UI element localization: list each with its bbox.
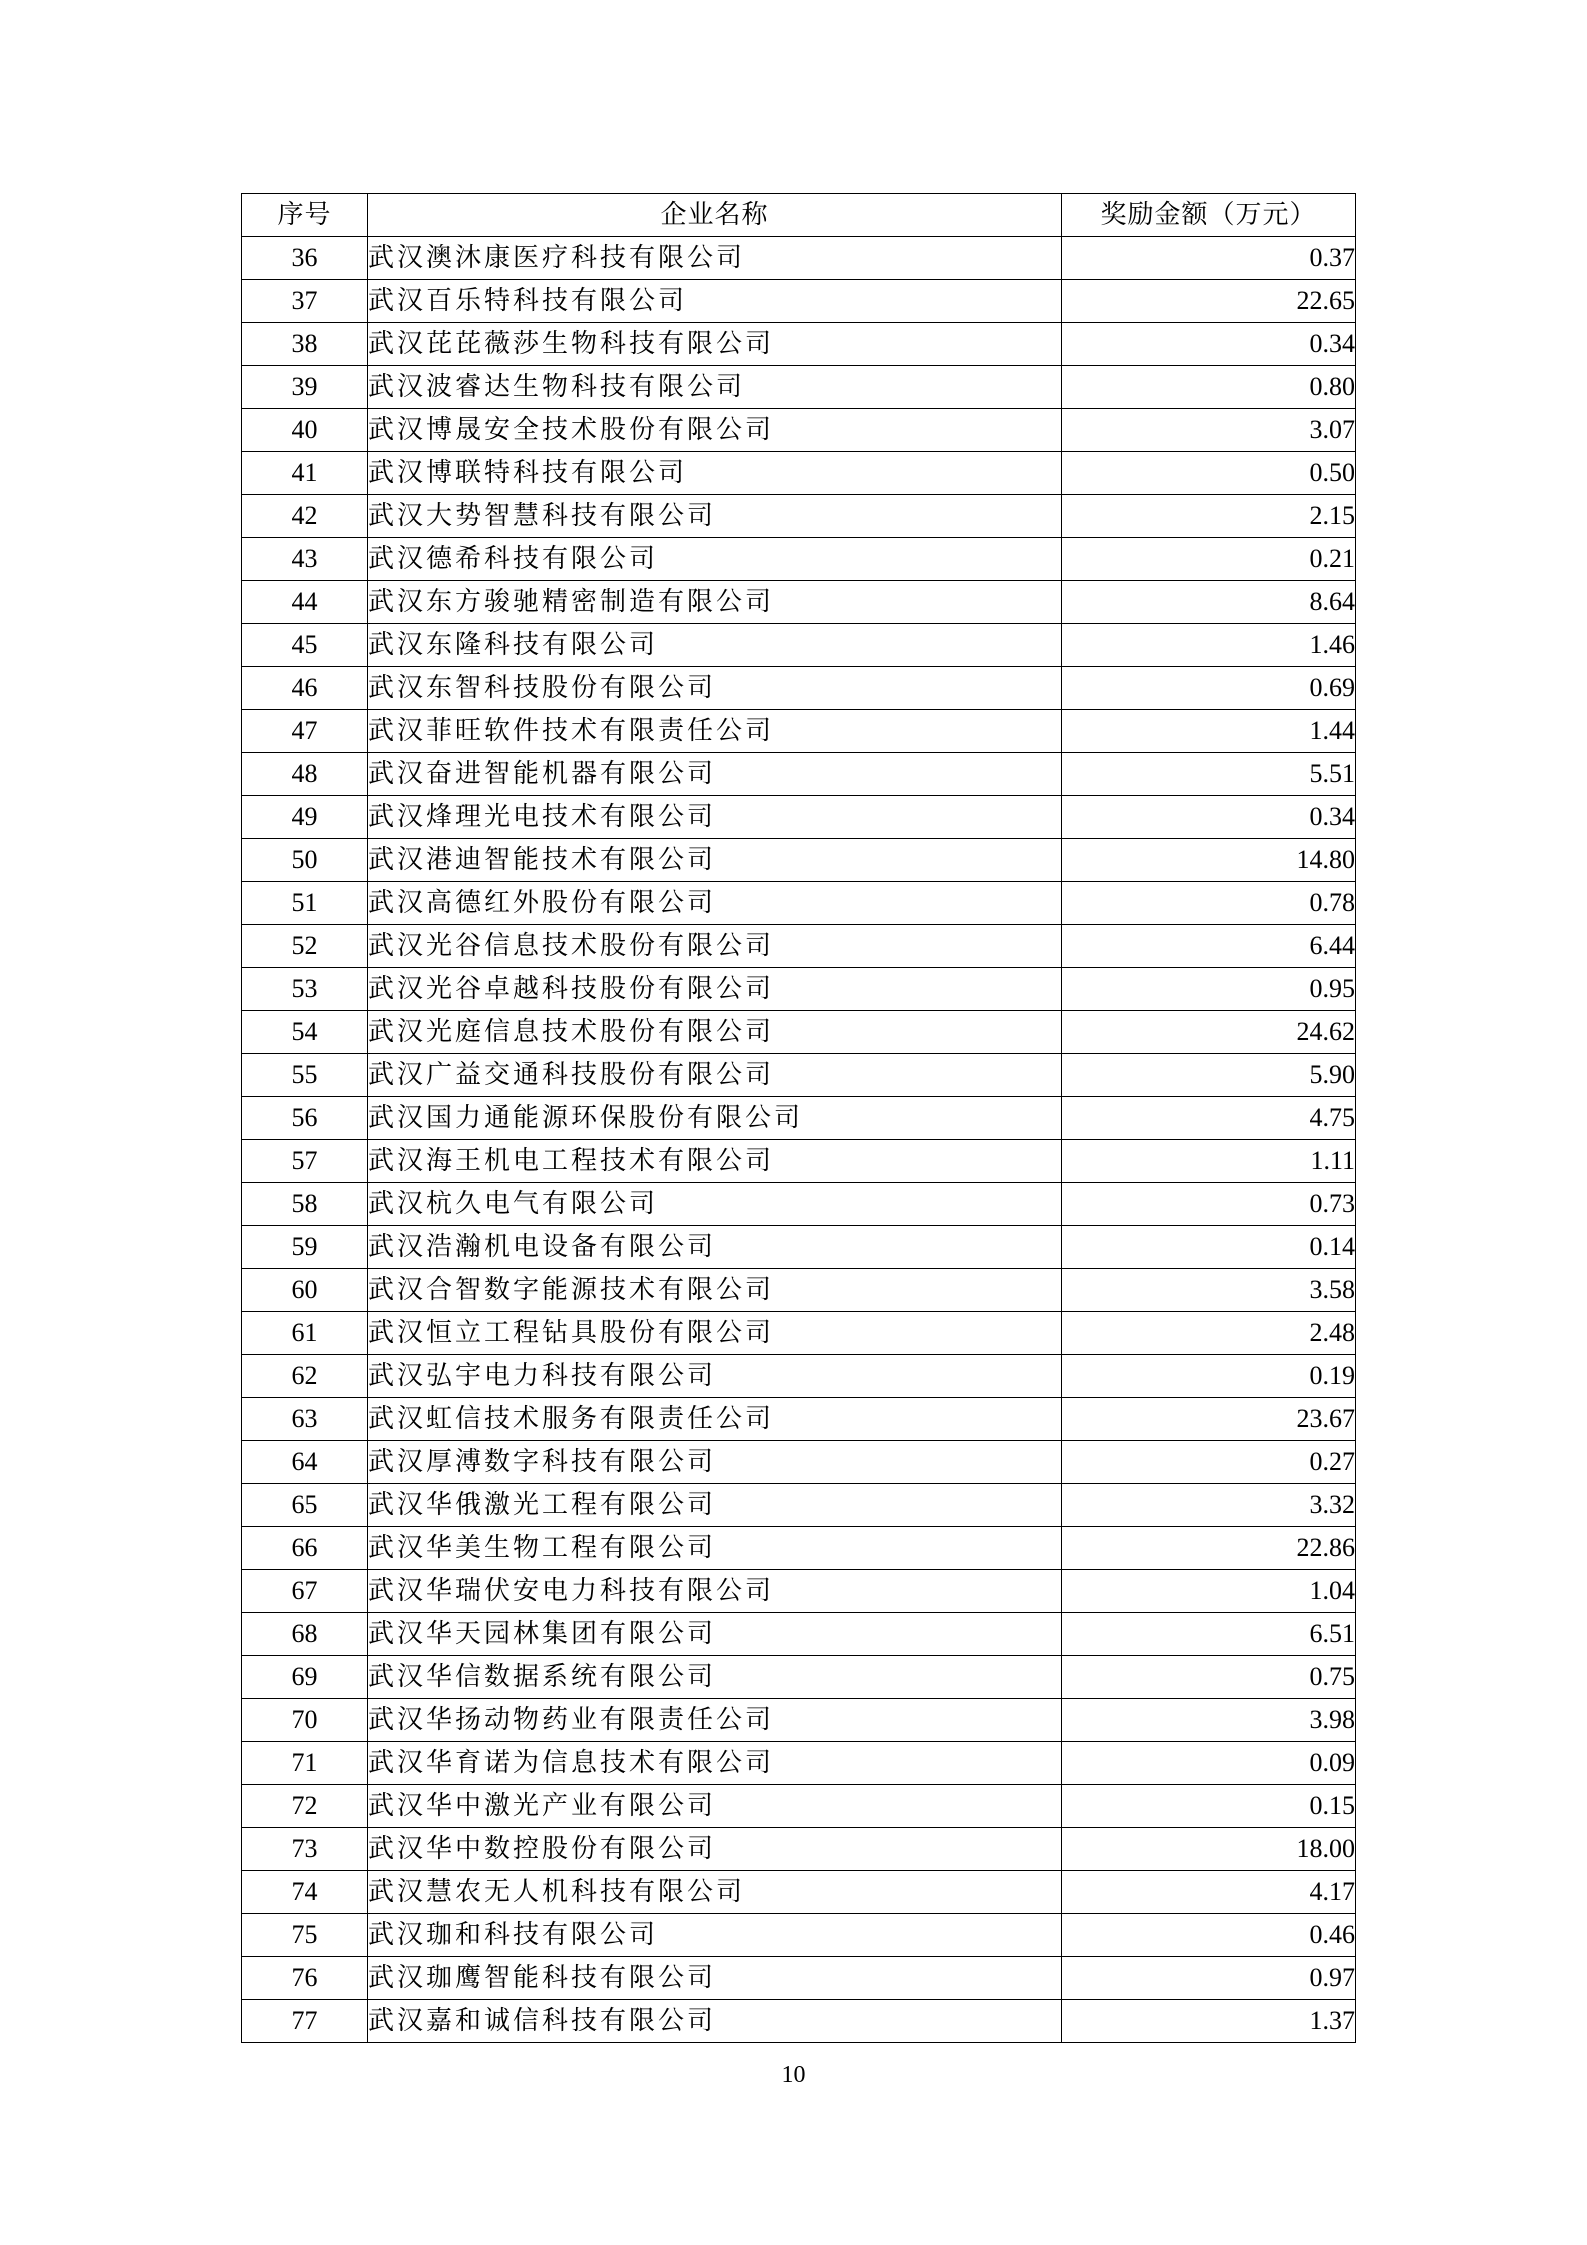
company-name-cell: 武汉嘉和诚信科技有限公司: [368, 2000, 1062, 2043]
serial-number-cell: 46: [242, 667, 368, 710]
header-serial-number: 序号: [242, 194, 368, 237]
serial-number-cell: 49: [242, 796, 368, 839]
serial-number-cell: 47: [242, 710, 368, 753]
award-amount-cell: 0.75: [1062, 1656, 1356, 1699]
award-amount-cell: 23.67: [1062, 1398, 1356, 1441]
award-amount-cell: 0.50: [1062, 452, 1356, 495]
serial-number-cell: 37: [242, 280, 368, 323]
company-name-cell: 武汉珈和科技有限公司: [368, 1914, 1062, 1957]
serial-number-cell: 64: [242, 1441, 368, 1484]
award-amount-cell: 3.58: [1062, 1269, 1356, 1312]
company-name-cell: 武汉恒立工程钻具股份有限公司: [368, 1312, 1062, 1355]
company-name-cell: 武汉光谷卓越科技股份有限公司: [368, 968, 1062, 1011]
company-name-cell: 武汉广益交通科技股份有限公司: [368, 1054, 1062, 1097]
award-amount-cell: 6.44: [1062, 925, 1356, 968]
serial-number-cell: 43: [242, 538, 368, 581]
award-amount-cell: 0.14: [1062, 1226, 1356, 1269]
serial-number-cell: 55: [242, 1054, 368, 1097]
serial-number-cell: 42: [242, 495, 368, 538]
award-amount-cell: 2.48: [1062, 1312, 1356, 1355]
table-row: [242, 968, 1356, 1011]
company-name-cell: 武汉港迪智能技术有限公司: [368, 839, 1062, 882]
serial-number-cell: 38: [242, 323, 368, 366]
table-row: [242, 1011, 1356, 1054]
serial-number-cell: 54: [242, 1011, 368, 1054]
header-company-name: 企业名称: [368, 194, 1062, 237]
award-amount-cell: 3.32: [1062, 1484, 1356, 1527]
table-row: [242, 280, 1356, 323]
table-row: [242, 452, 1356, 495]
serial-number-cell: 57: [242, 1140, 368, 1183]
award-amount-cell: 0.95: [1062, 968, 1356, 1011]
table-row: [242, 581, 1356, 624]
award-amount-cell: 6.51: [1062, 1613, 1356, 1656]
serial-number-cell: 71: [242, 1742, 368, 1785]
serial-number-cell: 45: [242, 624, 368, 667]
company-name-cell: 武汉烽理光电技术有限公司: [368, 796, 1062, 839]
company-name-cell: 武汉东智科技股份有限公司: [368, 667, 1062, 710]
award-amount-cell: 1.46: [1062, 624, 1356, 667]
award-amount-cell: 24.62: [1062, 1011, 1356, 1054]
table-row: [242, 2000, 1356, 2043]
table-row: [242, 1269, 1356, 1312]
company-name-cell: 武汉东隆科技有限公司: [368, 624, 1062, 667]
company-name-cell: 武汉国力通能源环保股份有限公司: [368, 1097, 1062, 1140]
table-row: [242, 1699, 1356, 1742]
company-name-cell: 武汉光庭信息技术股份有限公司: [368, 1011, 1062, 1054]
award-amount-cell: 0.46: [1062, 1914, 1356, 1957]
award-amount-cell: 22.86: [1062, 1527, 1356, 1570]
table-row: [242, 1355, 1356, 1398]
company-name-cell: 武汉东方骏驰精密制造有限公司: [368, 581, 1062, 624]
award-amount-cell: 18.00: [1062, 1828, 1356, 1871]
serial-number-cell: 68: [242, 1613, 368, 1656]
table-row: [242, 710, 1356, 753]
table-body: [242, 237, 1356, 2043]
award-amount-cell: 0.34: [1062, 796, 1356, 839]
table-row: [242, 366, 1356, 409]
company-name-cell: 武汉华瑞伏安电力科技有限公司: [368, 1570, 1062, 1613]
company-name-cell: 武汉浩瀚机电设备有限公司: [368, 1226, 1062, 1269]
award-amount-cell: 0.27: [1062, 1441, 1356, 1484]
award-amount-cell: 0.37: [1062, 237, 1356, 280]
company-name-cell: 武汉芘芘薇莎生物科技有限公司: [368, 323, 1062, 366]
table-row: [242, 1183, 1356, 1226]
table-row: [242, 1570, 1356, 1613]
company-name-cell: 武汉慧农无人机科技有限公司: [368, 1871, 1062, 1914]
serial-number-cell: 63: [242, 1398, 368, 1441]
table-row: [242, 237, 1356, 280]
award-amount-cell: 1.11: [1062, 1140, 1356, 1183]
award-amount-cell: 0.19: [1062, 1355, 1356, 1398]
company-name-cell: 武汉百乐特科技有限公司: [368, 280, 1062, 323]
company-name-cell: 武汉海王机电工程技术有限公司: [368, 1140, 1062, 1183]
serial-number-cell: 75: [242, 1914, 368, 1957]
table-row: [242, 1097, 1356, 1140]
table-row: [242, 1785, 1356, 1828]
table-row: [242, 1527, 1356, 1570]
award-amount-cell: 3.07: [1062, 409, 1356, 452]
award-amount-cell: 1.04: [1062, 1570, 1356, 1613]
serial-number-cell: 72: [242, 1785, 368, 1828]
company-name-cell: 武汉波睿达生物科技有限公司: [368, 366, 1062, 409]
award-amount-cell: 4.75: [1062, 1097, 1356, 1140]
award-amount-cell: 4.17: [1062, 1871, 1356, 1914]
table-row: [242, 624, 1356, 667]
table-row: [242, 495, 1356, 538]
company-name-cell: 武汉虹信技术服务有限责任公司: [368, 1398, 1062, 1441]
company-name-cell: 武汉华俄激光工程有限公司: [368, 1484, 1062, 1527]
table-row: [242, 1226, 1356, 1269]
serial-number-cell: 73: [242, 1828, 368, 1871]
serial-number-cell: 60: [242, 1269, 368, 1312]
serial-number-cell: 41: [242, 452, 368, 495]
company-name-cell: 武汉华天园林集团有限公司: [368, 1613, 1062, 1656]
company-name-cell: 武汉博晟安全技术股份有限公司: [368, 409, 1062, 452]
serial-number-cell: 44: [242, 581, 368, 624]
award-amount-cell: 1.37: [1062, 2000, 1356, 2043]
company-name-cell: 武汉奋进智能机器有限公司: [368, 753, 1062, 796]
serial-number-cell: 69: [242, 1656, 368, 1699]
award-amount-cell: 8.64: [1062, 581, 1356, 624]
serial-number-cell: 66: [242, 1527, 368, 1570]
serial-number-cell: 61: [242, 1312, 368, 1355]
serial-number-cell: 53: [242, 968, 368, 1011]
table-row: [242, 839, 1356, 882]
serial-number-cell: 56: [242, 1097, 368, 1140]
company-name-cell: 武汉华中激光产业有限公司: [368, 1785, 1062, 1828]
award-amount-cell: 3.98: [1062, 1699, 1356, 1742]
table-row: [242, 882, 1356, 925]
company-name-cell: 武汉珈鹰智能科技有限公司: [368, 1957, 1062, 2000]
award-amount-cell: 2.15: [1062, 495, 1356, 538]
serial-number-cell: 76: [242, 1957, 368, 2000]
table-row: [242, 1398, 1356, 1441]
award-amount-cell: 5.51: [1062, 753, 1356, 796]
company-name-cell: 武汉德希科技有限公司: [368, 538, 1062, 581]
award-amount-cell: 1.44: [1062, 710, 1356, 753]
header-row: [242, 194, 1356, 237]
table-row: [242, 925, 1356, 968]
award-amount-cell: 14.80: [1062, 839, 1356, 882]
table-row: [242, 409, 1356, 452]
company-name-cell: 武汉光谷信息技术股份有限公司: [368, 925, 1062, 968]
award-amount-cell: 0.09: [1062, 1742, 1356, 1785]
award-amount-cell: 0.15: [1062, 1785, 1356, 1828]
company-name-cell: 武汉厚溥数字科技有限公司: [368, 1441, 1062, 1484]
award-amount-cell: 0.69: [1062, 667, 1356, 710]
serial-number-cell: 62: [242, 1355, 368, 1398]
table-row: [242, 1140, 1356, 1183]
table-row: [242, 538, 1356, 581]
company-name-cell: 武汉菲旺软件技术有限责任公司: [368, 710, 1062, 753]
table-row: [242, 667, 1356, 710]
serial-number-cell: 52: [242, 925, 368, 968]
table-header: [242, 194, 1356, 237]
table-row: [242, 1484, 1356, 1527]
serial-number-cell: 40: [242, 409, 368, 452]
table-row: [242, 1828, 1356, 1871]
company-name-cell: 武汉华信数据系统有限公司: [368, 1656, 1062, 1699]
header-award-amount: 奖励金额（万元）: [1062, 194, 1356, 237]
page-number: 10: [781, 2062, 806, 2088]
company-name-cell: 武汉弘宇电力科技有限公司: [368, 1355, 1062, 1398]
company-name-cell: 武汉华中数控股份有限公司: [368, 1828, 1062, 1871]
award-amount-cell: 0.78: [1062, 882, 1356, 925]
award-amount-cell: 0.73: [1062, 1183, 1356, 1226]
table-row: [242, 1914, 1356, 1957]
company-name-cell: 武汉大势智慧科技有限公司: [368, 495, 1062, 538]
award-amount-cell: 5.90: [1062, 1054, 1356, 1097]
table-row: [242, 1054, 1356, 1097]
serial-number-cell: 70: [242, 1699, 368, 1742]
award-amount-cell: 0.97: [1062, 1957, 1356, 2000]
serial-number-cell: 39: [242, 366, 368, 409]
company-name-cell: 武汉博联特科技有限公司: [368, 452, 1062, 495]
company-name-cell: 武汉澳沐康医疗科技有限公司: [368, 237, 1062, 280]
table-row: [242, 796, 1356, 839]
award-amount-cell: 0.21: [1062, 538, 1356, 581]
company-name-cell: 武汉华育诺为信息技术有限公司: [368, 1742, 1062, 1785]
serial-number-cell: 74: [242, 1871, 368, 1914]
serial-number-cell: 59: [242, 1226, 368, 1269]
serial-number-cell: 50: [242, 839, 368, 882]
company-name-cell: 武汉杭久电气有限公司: [368, 1183, 1062, 1226]
table-row: [242, 1441, 1356, 1484]
serial-number-cell: 67: [242, 1570, 368, 1613]
award-table: [241, 193, 1356, 2043]
company-name-cell: 武汉合智数字能源技术有限公司: [368, 1269, 1062, 1312]
table-row: [242, 1871, 1356, 1914]
award-amount-cell: 0.80: [1062, 366, 1356, 409]
serial-number-cell: 77: [242, 2000, 368, 2043]
table-row: [242, 1742, 1356, 1785]
serial-number-cell: 51: [242, 882, 368, 925]
award-amount-cell: 22.65: [1062, 280, 1356, 323]
company-name-cell: 武汉华扬动物药业有限责任公司: [368, 1699, 1062, 1742]
company-name-cell: 武汉高德红外股份有限公司: [368, 882, 1062, 925]
serial-number-cell: 48: [242, 753, 368, 796]
table-row: [242, 1656, 1356, 1699]
company-name-cell: 武汉华美生物工程有限公司: [368, 1527, 1062, 1570]
award-amount-cell: 0.34: [1062, 323, 1356, 366]
serial-number-cell: 36: [242, 237, 368, 280]
table-row: [242, 1957, 1356, 2000]
serial-number-cell: 65: [242, 1484, 368, 1527]
table-row: [242, 1613, 1356, 1656]
serial-number-cell: 58: [242, 1183, 368, 1226]
table-row: [242, 323, 1356, 366]
table-row: [242, 753, 1356, 796]
table-row: [242, 1312, 1356, 1355]
